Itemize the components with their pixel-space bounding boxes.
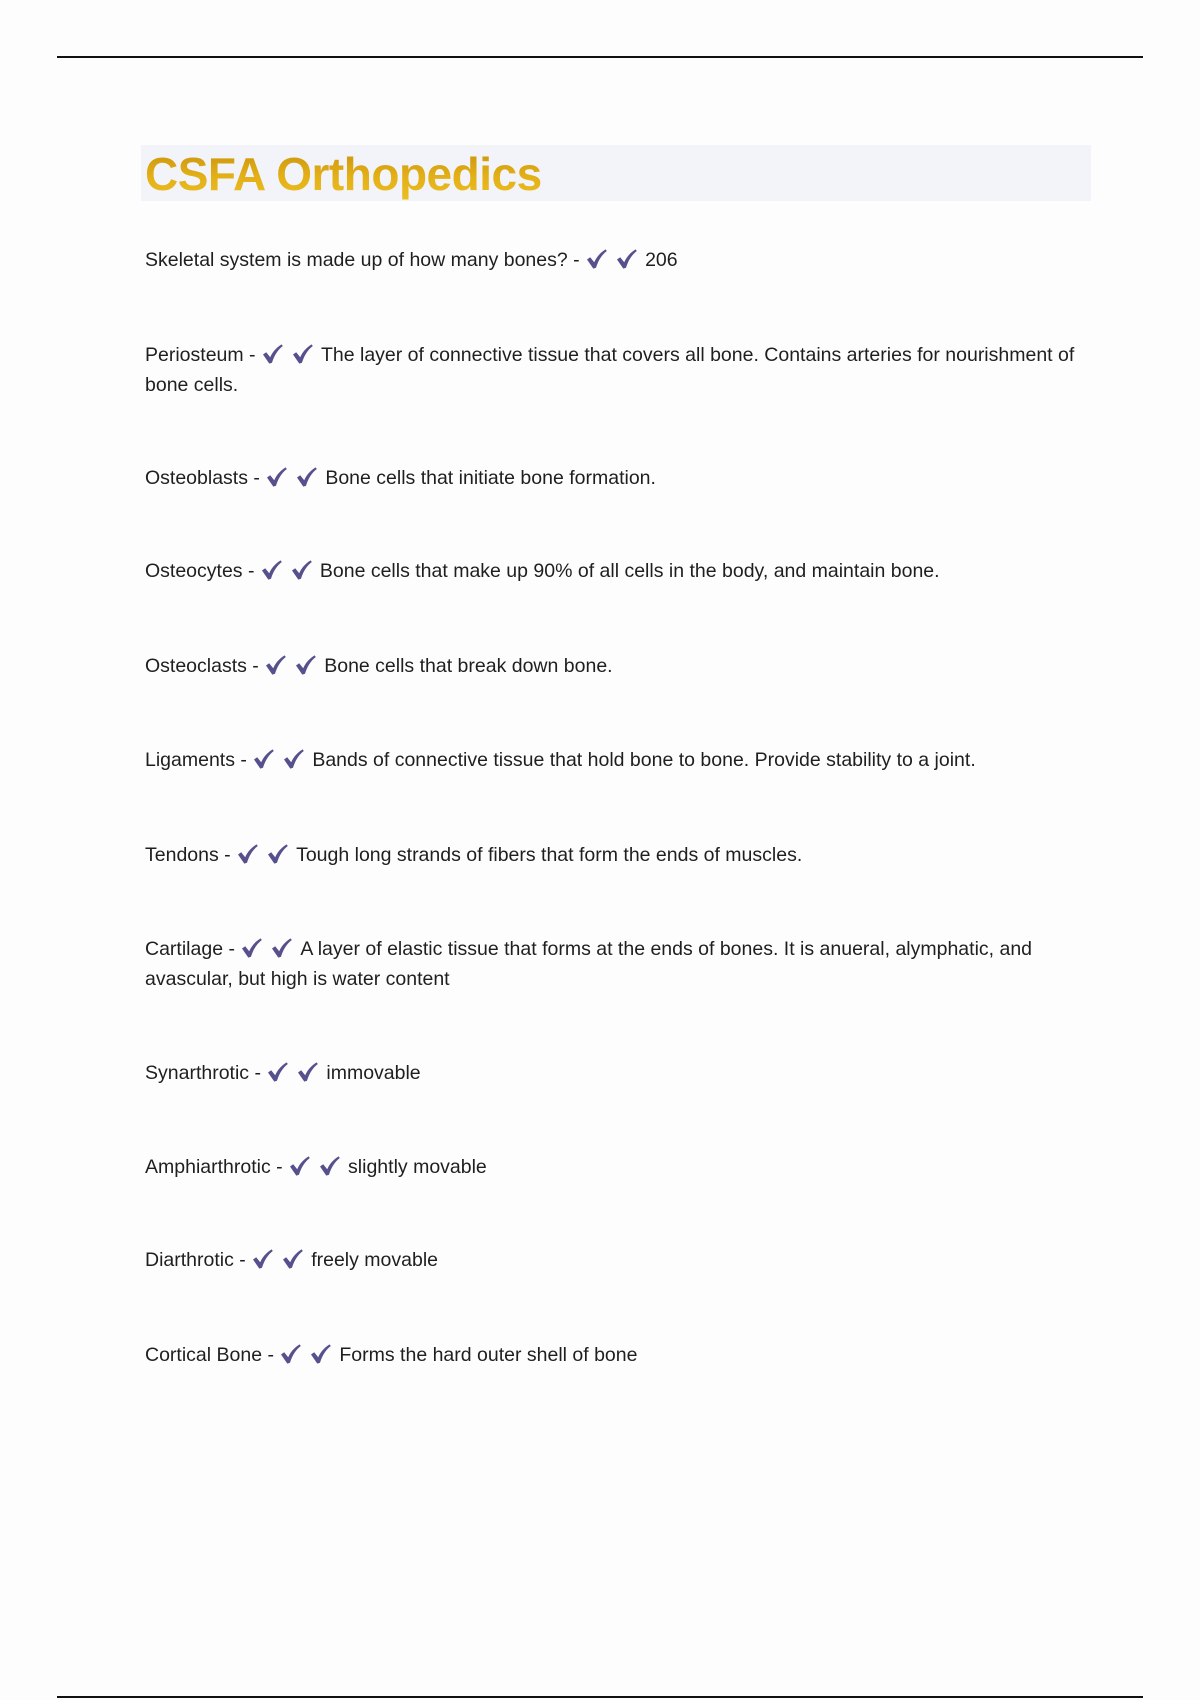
entry-definition: Bone cells that initiate bone formation.: [325, 467, 656, 489]
check-icon: [296, 1061, 319, 1083]
entry-term: Amphiarthrotic -: [145, 1156, 283, 1178]
flashcard-entry: [145, 1058, 1095, 1088]
entry-term: Diarthrotic -: [145, 1249, 246, 1271]
check-icon: [279, 1343, 302, 1365]
entry-definition: slightly movable: [348, 1156, 487, 1178]
flashcard-entry: [145, 934, 1095, 994]
check-icon: [294, 654, 317, 676]
flashcard-entry: [145, 556, 1095, 586]
entry-definition: Tough long strands of fibers that form the ends of muscles.: [296, 844, 803, 866]
footer-rule: [57, 1696, 1143, 1698]
flashcard-entry: [145, 245, 1095, 275]
check-icon: [260, 559, 283, 581]
check-icon: [318, 1155, 341, 1177]
entry-definition: 206: [645, 249, 678, 271]
check-icon: [252, 748, 275, 770]
entry-term: Periosteum -: [145, 344, 256, 366]
check-icon: [251, 1248, 274, 1270]
double-check-marks: [235, 938, 300, 960]
entry-definition: Bone cells that make up 90% of all cells in the body, and maintain bone.: [319, 560, 940, 582]
entry-term: Cartilage -: [145, 938, 235, 960]
entry-definition: Forms the hard outer shell of bone: [339, 1344, 638, 1366]
entry-definition: Bone cells that break down bone.: [324, 655, 613, 677]
entry-term: Cortical Bone -: [145, 1344, 274, 1366]
flashcard-entry: [145, 745, 1095, 775]
entry-term: Osteoclasts -: [145, 655, 259, 677]
entry-definition: Bands of connective tissue that hold bone to bone. Provide stability to a joint.: [312, 749, 976, 771]
check-icon: [266, 843, 289, 865]
check-icon: [236, 843, 259, 865]
entry-term: Synarthrotic -: [145, 1062, 261, 1084]
check-icon: [295, 466, 318, 488]
flashcard-entry: [145, 463, 1095, 493]
double-check-marks: [231, 844, 296, 866]
double-check-marks: [246, 1249, 311, 1271]
check-icon: [281, 1248, 304, 1270]
double-check-marks: [247, 749, 312, 771]
check-icon: [290, 559, 313, 581]
check-icon: [309, 1343, 332, 1365]
check-icon: [265, 466, 288, 488]
entry-definition: immovable: [326, 1062, 421, 1084]
flashcard-entry: [145, 1245, 1095, 1275]
double-check-marks: [261, 1062, 326, 1084]
entry-term: Skeletal system is made up of how many bones? -: [145, 249, 580, 271]
flashcard-entry: [145, 1340, 1095, 1370]
header-rule: [57, 56, 1143, 58]
double-check-marks: [254, 560, 319, 582]
entry-term: Osteocytes -: [145, 560, 255, 582]
flashcard-entry: [145, 840, 1095, 870]
entry-definition: freely movable: [311, 1249, 439, 1271]
check-icon: [288, 1155, 311, 1177]
double-check-marks: [274, 1344, 339, 1366]
double-check-marks: [260, 467, 325, 489]
flashcard-entry: [145, 340, 1095, 400]
flashcard-entry: [145, 651, 1095, 681]
flashcard-entry: [145, 1152, 1095, 1182]
double-check-marks: [259, 655, 324, 677]
check-icon: [266, 1061, 289, 1083]
double-check-marks: [283, 1156, 348, 1178]
check-icon: [615, 248, 638, 270]
document-title: CSFA Orthopedics: [145, 148, 542, 200]
double-check-marks: [580, 249, 645, 271]
entry-term: Osteoblasts -: [145, 467, 260, 489]
check-icon: [240, 937, 263, 959]
check-icon: [585, 248, 608, 270]
entry-term: Tendons -: [145, 844, 231, 866]
check-icon: [282, 748, 305, 770]
entry-term: Ligaments -: [145, 749, 247, 771]
check-icon: [270, 937, 293, 959]
entry-definition: The layer of connective tissue that covers all bone. Contains arteries for nourishment of bone cells.: [145, 344, 1075, 396]
check-icon: [261, 343, 284, 365]
double-check-marks: [256, 344, 321, 366]
entry-definition: A layer of elastic tissue that forms at the ends of bones. It is anueral, alymphatic, and avascular, but high is water content: [145, 938, 1033, 990]
check-icon: [291, 343, 314, 365]
check-icon: [264, 654, 287, 676]
